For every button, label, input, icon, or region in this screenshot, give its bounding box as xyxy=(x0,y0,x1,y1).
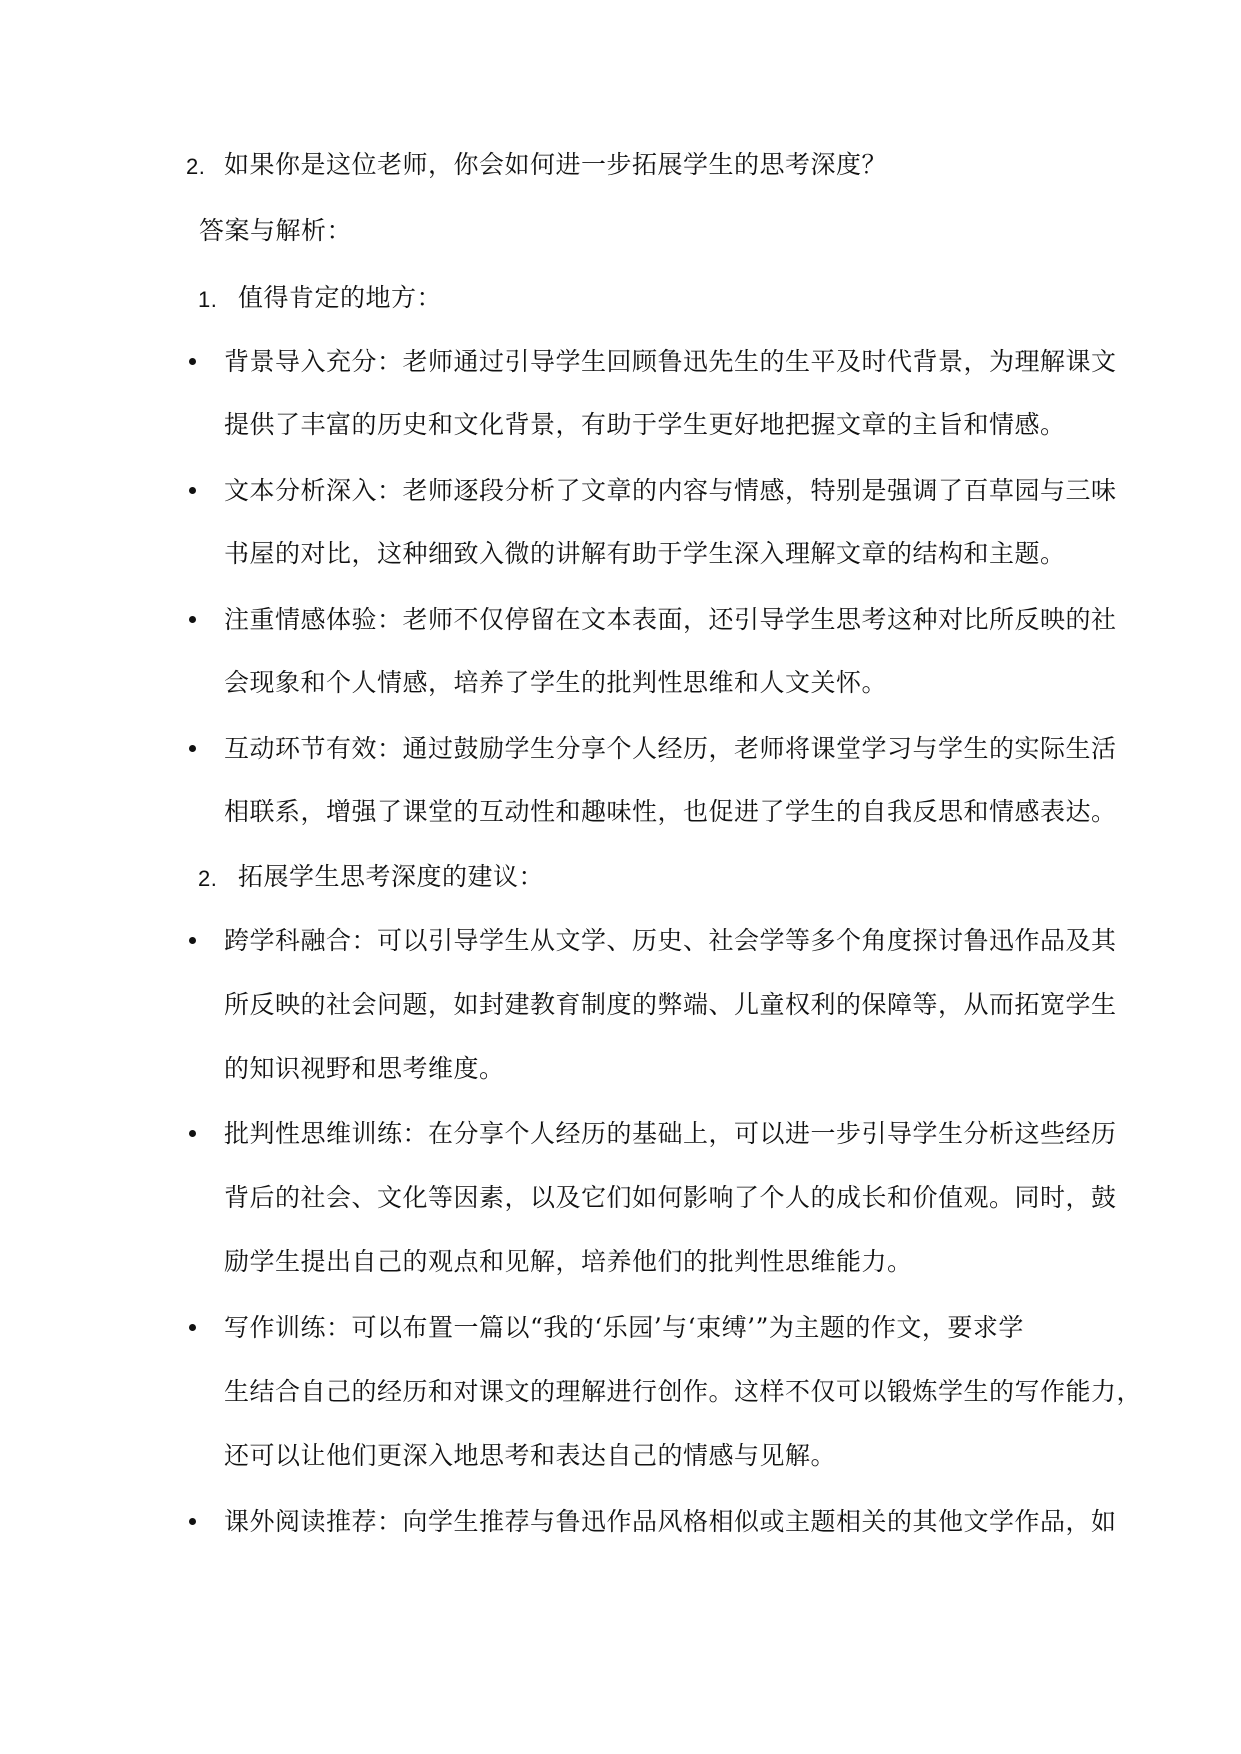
list-item-line: 会现象和个人情感，培养了学生的批判性思维和人文关怀。 xyxy=(224,668,888,697)
bullet-marker xyxy=(189,358,196,365)
list-item-line: 相联系，增强了课堂的互动性和趣味性，也促进了学生的自我反思和情感表达。 xyxy=(224,797,1117,826)
list-item-line: 书屋的对比，这种细致入微的讲解有助于学生深入理解文章的结构和主题。 xyxy=(224,539,1066,568)
list-item-line: 励学生提出自己的观点和见解，培养他们的批判性思维能力。 xyxy=(224,1247,913,1276)
list-item-line: 所反映的社会问题，如封建教育制度的弊端、儿童权利的保障等，从而拓宽学生 xyxy=(224,990,1117,1019)
list-item-line: 课外阅读推荐：向学生推荐与鲁迅作品风格相似或主题相关的其他文学作品，如 xyxy=(224,1507,1117,1536)
bullet-marker xyxy=(189,937,196,944)
list-item-line: 互动环节有效：通过鼓励学生分享个人经历，老师将课堂学习与学生的实际生活 xyxy=(224,734,1117,763)
list-item-line: 背后的社会、文化等因素，以及它们如何影响了个人的成长和价值观。同时，鼓 xyxy=(224,1183,1117,1212)
bullet-marker xyxy=(189,1518,196,1525)
list-item-line: 的知识视野和思考维度。 xyxy=(224,1054,505,1083)
bullet-marker xyxy=(189,1130,196,1137)
section-title: 值得肯定的地方： xyxy=(238,283,443,312)
bullet-marker xyxy=(189,487,196,494)
list-item-line: 生结合自己的经历和对课文的理解进行创作。这样不仅可以锻炼学生的写作能力， xyxy=(224,1377,1143,1406)
bullet-marker xyxy=(189,1324,196,1331)
section-number: 1. xyxy=(198,287,218,312)
list-item-line: 批判性思维训练：在分享个人经历的基础上，可以进一步引导学生分析这些经历 xyxy=(224,1119,1117,1148)
list-item-line: 还可以让他们更深入地思考和表达自己的情感与见解。 xyxy=(224,1441,837,1470)
section-number: 2. xyxy=(198,866,218,891)
section-title: 拓展学生思考深度的建议： xyxy=(238,862,545,891)
bullet-marker xyxy=(189,745,196,752)
list-item-line: 提供了丰富的历史和文化背景，有助于学生更好地把握文章的主旨和情感。 xyxy=(224,410,1066,439)
list-item-line: 文本分析深入：老师逐段分析了文章的内容与情感，特别是强调了百草园与三味 xyxy=(224,476,1117,505)
question-text: 如果你是这位老师，你会如何进一步拓展学生的思考深度？ xyxy=(224,150,888,179)
answer-heading: 答案与解析： xyxy=(199,216,353,245)
question-number: 2. xyxy=(186,154,206,179)
bullet-marker xyxy=(189,616,196,623)
list-item-line: 注重情感体验：老师不仅停留在文本表面，还引导学生思考这种对比所反映的社 xyxy=(224,605,1117,634)
list-item-line: 背景导入充分：老师通过引导学生回顾鲁迅先生的生平及时代背景，为理解课文 xyxy=(224,347,1117,376)
list-item-line: 跨学科融合：可以引导学生从文学、历史、社会学等多个角度探讨鲁迅作品及其 xyxy=(224,926,1117,955)
list-item-line: 写作训练：可以布置一篇以“我的‘乐园’与‘束缚’”为主题的作文，要求学 xyxy=(224,1313,1024,1342)
